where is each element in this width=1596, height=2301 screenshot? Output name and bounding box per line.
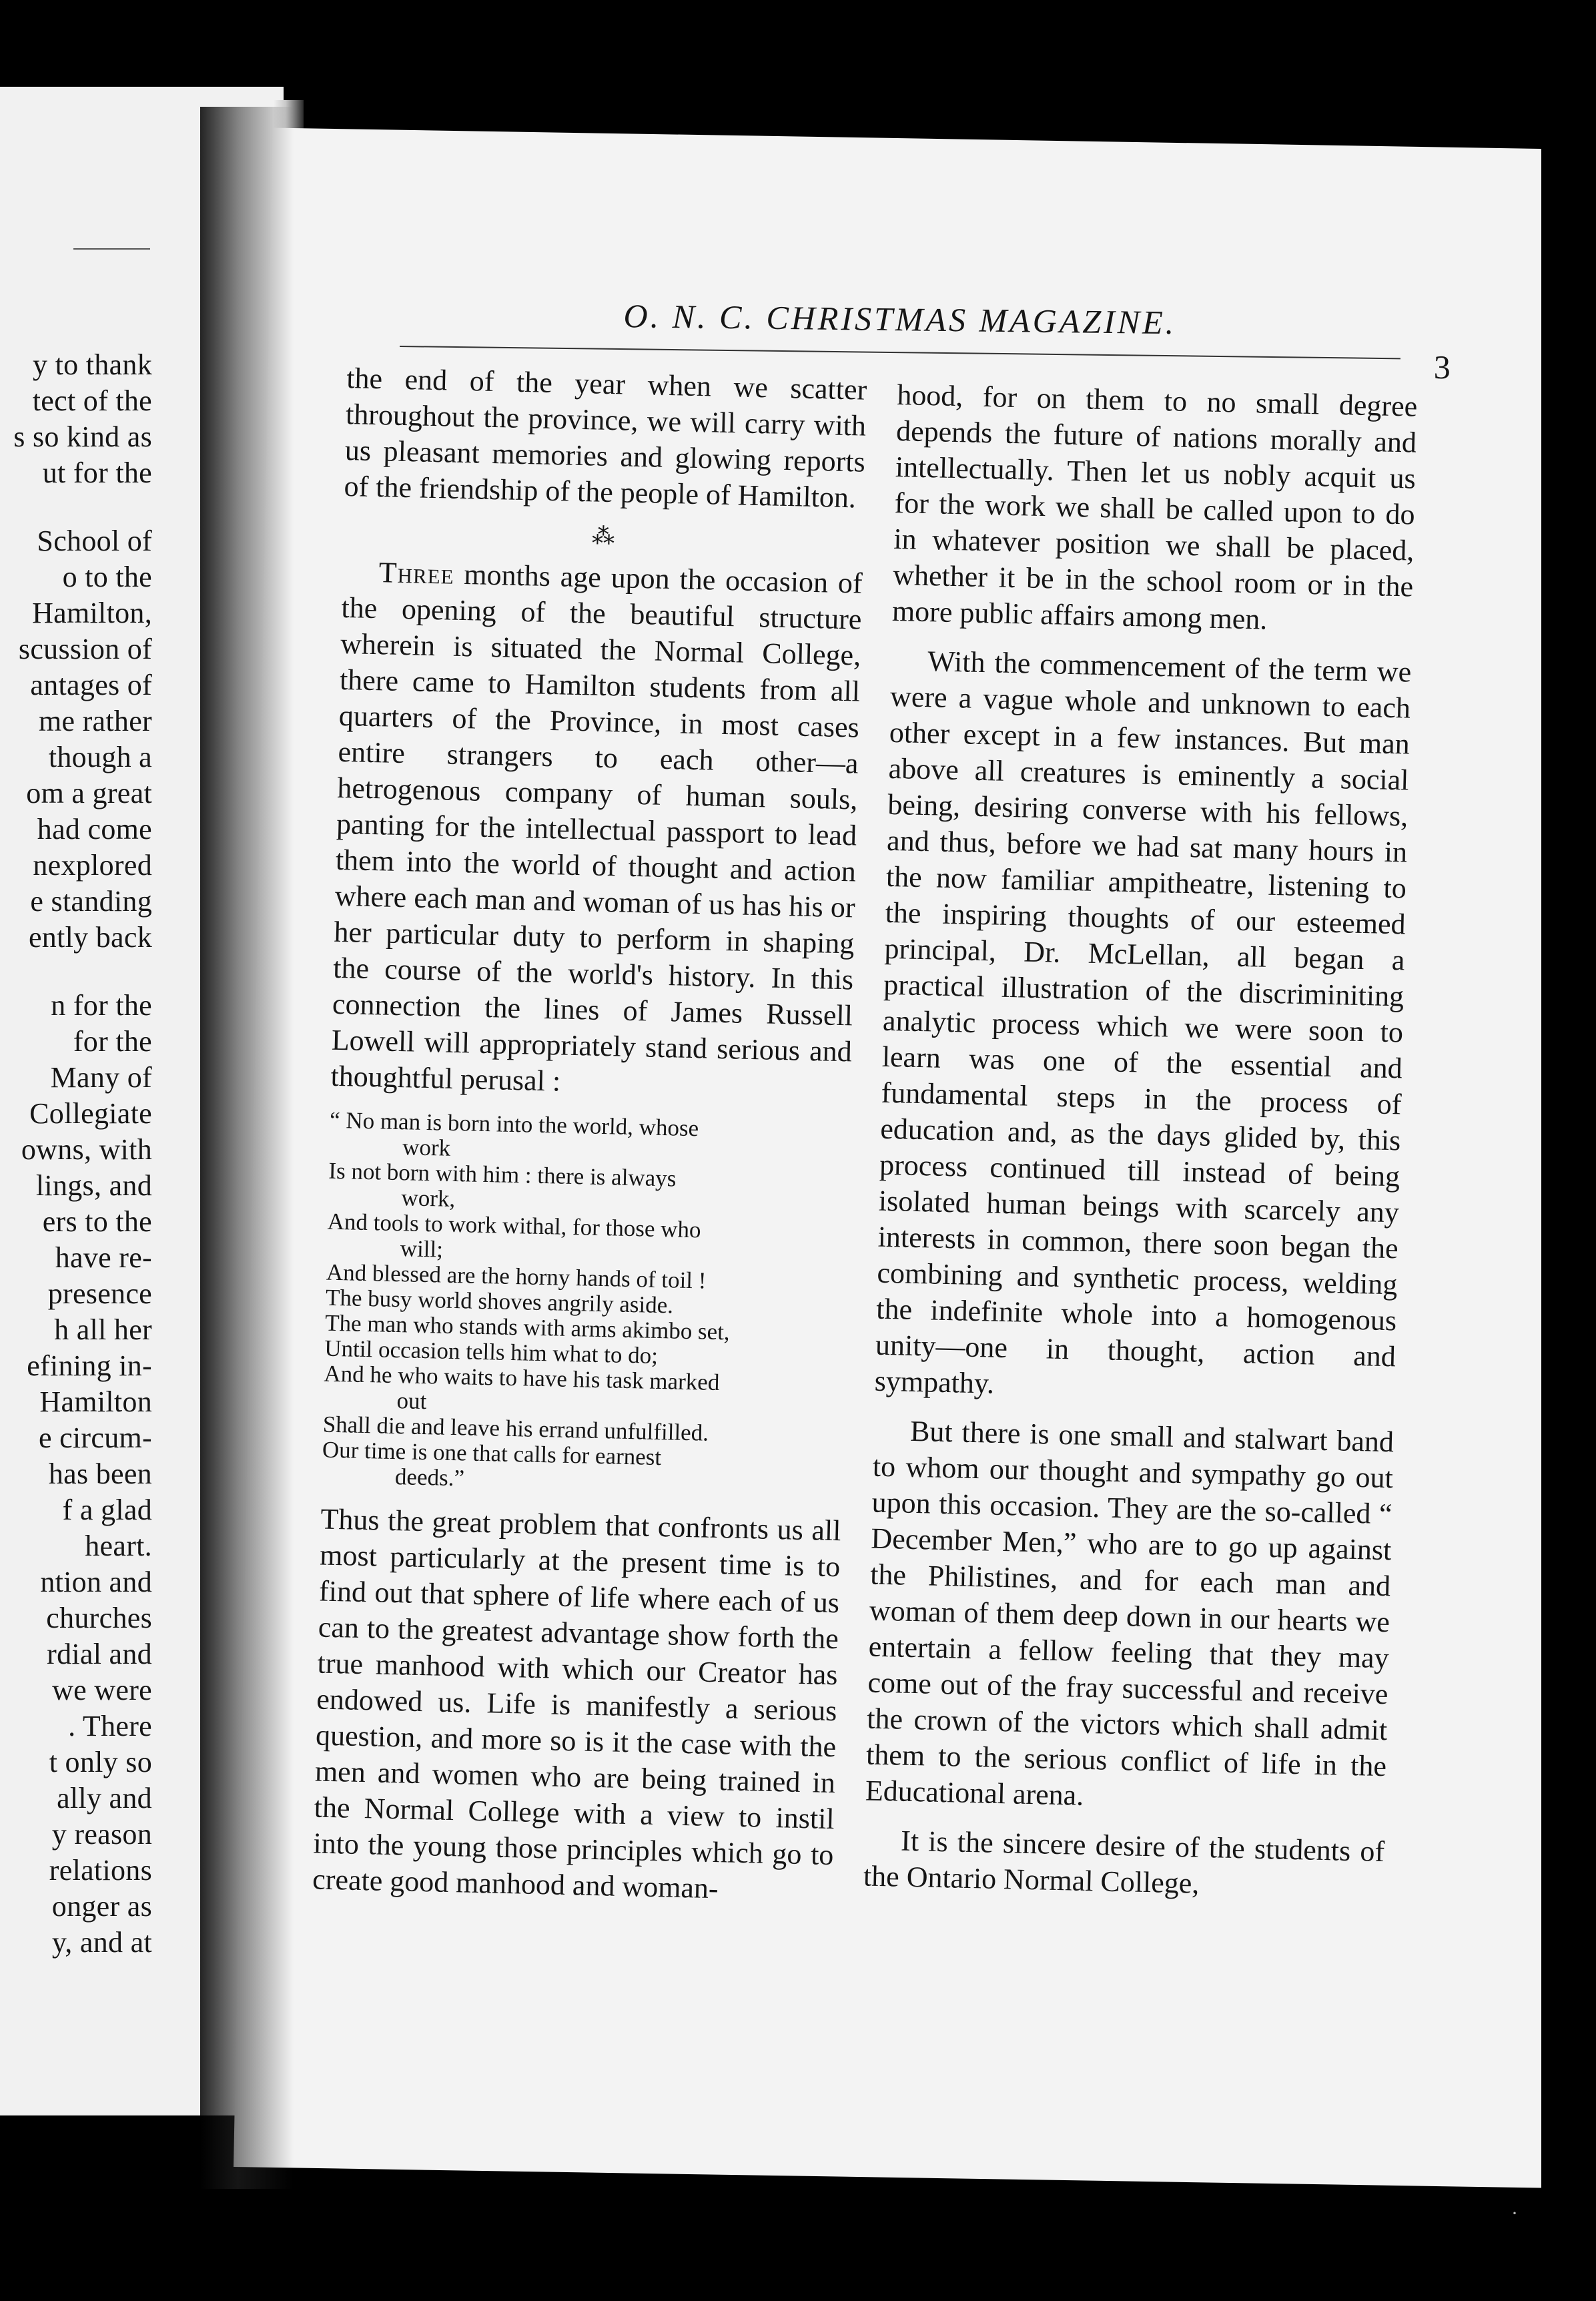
poem-line: The busy world shoves angrily aside. (325, 1284, 674, 1319)
poem-line: And tools to work withal, for those who (327, 1208, 701, 1243)
previous-page-line: Hamilton, (32, 597, 152, 629)
poem-line: Until occasion tells him what to do; (324, 1335, 659, 1369)
poem-line: work, (401, 1185, 456, 1212)
text-column-left (312, 360, 867, 1923)
previous-page-line: . There (68, 1710, 152, 1742)
previous-page-line: ntion and (40, 1566, 152, 1598)
paragraph: the end of the year when we scatter throughout the province, we will carry with us pleasant memories and glowing reports of the friendship of the people of Hamilton. (344, 361, 867, 515)
previous-page-line: though a (48, 741, 152, 773)
previous-page-line: y reason (51, 1818, 152, 1851)
previous-page-line: relations (49, 1854, 152, 1887)
previous-page-line: n for the (51, 989, 152, 1022)
poem-line: out (396, 1387, 427, 1415)
previous-page-line: o to the (62, 561, 152, 593)
lead-word: Three (378, 556, 455, 591)
previous-page-line: for the (73, 1025, 152, 1058)
previous-page-line: y to thank (33, 348, 152, 381)
previous-page-line: f a glad (62, 1494, 152, 1526)
poem-line: deeds.” (394, 1463, 465, 1492)
previous-page-line: y, and at (51, 1926, 152, 1959)
previous-page-line: tect of the (32, 384, 152, 417)
paragraph-text: months age upon the occasion of the opening of the beautiful structure wherein is situated the Normal College, there came to Hamilton students from all quarters of the Province, in most cases entire strangers to each other—a hetrogenous company of human souls, panting for the intellectual passport to lead them into the world of thought and action where each man and woman of us has his or her particular duty to perform in shaping the course of the world's history. In this connection the lines of James Russell Lowell will appropriately stand serious and thoughtful perusal : (330, 557, 863, 1098)
paragraph (330, 554, 863, 1106)
binding-shadow (200, 107, 294, 2189)
magazine-title: O. N. C. CHRISTMAS MAGAZINE. (623, 297, 1177, 342)
previous-page-line: ently back (28, 921, 152, 954)
previous-page-line: presence (47, 1277, 152, 1310)
text-column-right (863, 377, 1418, 1919)
poem-line: “ No man is born into the world, whose (329, 1106, 699, 1142)
previous-page-line: churches (46, 1602, 152, 1634)
previous-page-line: onger as (51, 1890, 152, 1923)
previous-page-line: antages of (30, 669, 152, 701)
poem-line: And blessed are the horny hands of toil ! (326, 1259, 707, 1294)
previous-page-line: Hamilton (39, 1385, 152, 1418)
previous-page-line: om a great (26, 777, 152, 809)
previous-page-line: we were (52, 1674, 152, 1706)
previous-page-line (0, 491, 152, 523)
paragraph: With the commencement of the term we were a vague whole and unknown to each other except in a few instances. But man above all creatures is eminently a social being, desiring converse with his fellows, and thus, before we had sat many hours in the now familiar ampitheatre, listening to the inspiring thoughts of our esteemed principal, Dr. McLellan, all began a practical illustration of the discriminiting analytic process which we were soon to learn was one of the essential and fundamental steps in the process of education and, as the days glided by, this process continued till instead of being isolated human beings with scarcely any interests in common, there soon began the combining and synthetic process, welding the indefinite whole into a homogenous unity—one in thought, action and sympathy. (874, 645, 1412, 1400)
previous-page-line: ut for the (42, 456, 152, 489)
previous-page-line: had come (37, 813, 152, 846)
previous-page-text (0, 347, 152, 1961)
previous-page-line: e circum- (38, 1421, 152, 1454)
poem-line: Is not born with him : there is always (328, 1157, 677, 1192)
previous-page-line: e standing (30, 885, 152, 918)
poem-line: And he who waits to have his task marked (324, 1360, 720, 1396)
previous-page-line: heart. (85, 1530, 152, 1562)
previous-page-line: rdial and (47, 1638, 152, 1670)
paragraph: But there is one small and stalwart band to whom our thought and sympathy go out upon this occasion. They are the so-called “ December Men,” who are to go up against the Philistines, and for each man and woman of them deep down in our hearts we entertain a fellow feeling that they may come out of the fray successful and receive the crown of the victors which shall admit them to the serious conflict of life in the Educational arena. (865, 1414, 1394, 1812)
previous-page-line: Collegiate (29, 1097, 152, 1130)
previous-page-line: efining in- (27, 1349, 152, 1382)
paragraph: Thus the great problem that confronts us all most particularly at the present time is to find out that sphere of life where each of us can to the greatest advantage show forth the true manhood with which our Creator has endowed us. Life is manifestly a serious question, and more so is it the case with the men and women who are being trained in the Normal College with a view to instil into the young those principles which go to create good manhood and woman- (312, 1502, 841, 1905)
previous-page-line: h all her (54, 1313, 152, 1346)
previous-page-line: School of (37, 525, 152, 557)
previous-page-line: has been (48, 1457, 152, 1490)
paragraph: It is the sincere desire of the students of the Ontario Normal College, (863, 1824, 1385, 1900)
poem-line: work (402, 1134, 451, 1161)
previous-page-line: Many of (50, 1061, 152, 1094)
previous-page-line: lings, and (35, 1169, 152, 1202)
previous-page-line: me rather (38, 705, 152, 737)
poem-line: Shall die and leave his errand unfulfilled. (322, 1411, 709, 1446)
previous-page-line (0, 956, 152, 988)
poem-quotation (322, 1108, 851, 1500)
previous-page-line: ers to the (42, 1205, 152, 1238)
page-number: 3 (1433, 348, 1451, 386)
previous-page-line: owns, with (21, 1133, 152, 1166)
previous-page-line: s so kind as (13, 420, 152, 453)
paragraph: hood, for on them to no small degree depends the future of nations morally and intellectually. Then let us nobly acquit us for the work we shall be called upon to do in whatever position we shall be placed, whether it be in the school room or in the more public affairs among men. (891, 378, 1418, 636)
poem-line: The man who stands with arms akimbo set, (324, 1309, 731, 1345)
previous-page-line: ally and (57, 1782, 152, 1815)
scan-speck: · (1511, 2202, 1518, 2224)
previous-page-line: t only so (49, 1746, 152, 1778)
poem-line: Our time is one that calls for earnest (322, 1436, 662, 1471)
previous-page-line: have re- (55, 1241, 152, 1274)
previous-page-line: nexplored (33, 849, 152, 882)
asterism-divider: ⁂ (591, 524, 615, 550)
poem-line: will; (400, 1235, 444, 1263)
left-page-rule (73, 248, 150, 250)
previous-page-line: scussion of (18, 633, 152, 665)
